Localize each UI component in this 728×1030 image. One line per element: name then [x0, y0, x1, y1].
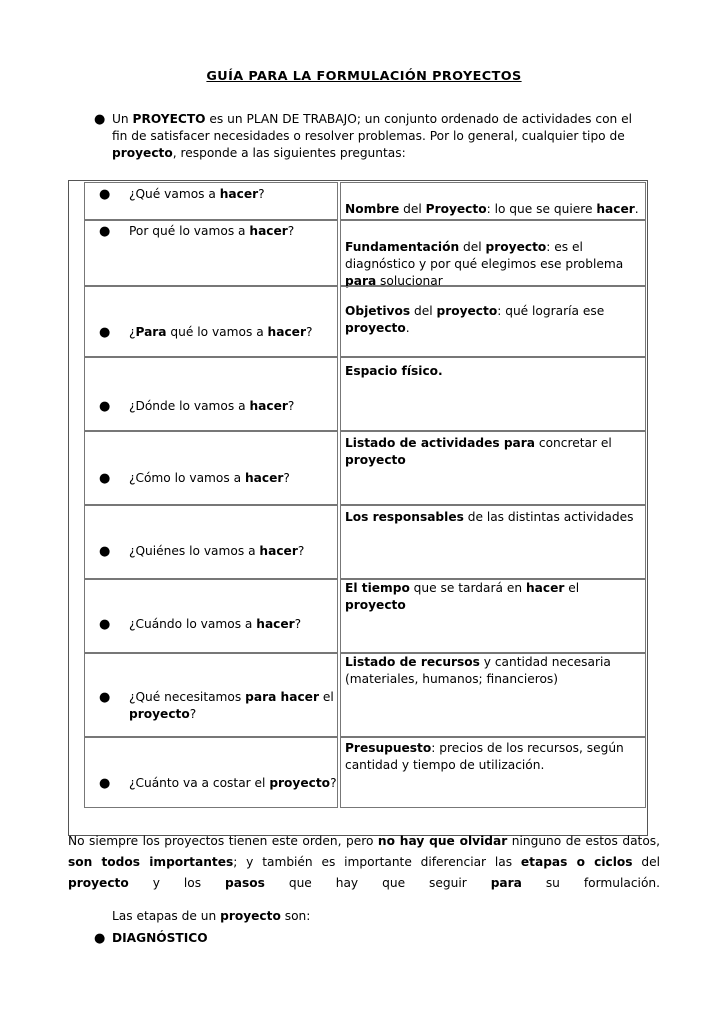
- bullet-icon: ●: [99, 399, 111, 414]
- answer-text: Listado de actividades para concretar el proyecto: [345, 436, 612, 467]
- table-row: [84, 579, 646, 653]
- page-title: GUÍA PARA LA FORMULACIÓN PROYECTOS: [206, 69, 522, 84]
- question-text: ¿Cuándo lo vamos a hacer?: [129, 617, 302, 631]
- table-row: [84, 431, 646, 505]
- table-row: [84, 357, 646, 431]
- bullet-icon: ●: [94, 112, 106, 127]
- bullet-icon: ●: [94, 931, 106, 946]
- question-text: ¿Qué necesitamos para hacer el proyecto?: [129, 690, 334, 721]
- intro-paragraph: Un PROYECTO es un PLAN DE TRABAJO; un conjunto ordenado de actividades con el fin de satisfacer necesidades o resolver problemas. Por lo general, cualquier tipo de proyecto, responde a las siguientes preguntas:: [112, 112, 633, 160]
- bullet-icon: ●: [99, 617, 111, 632]
- table-row: [84, 737, 646, 808]
- bullet-icon: ●: [99, 544, 111, 559]
- bullet-icon: ●: [99, 471, 111, 486]
- bullet-icon: ●: [99, 224, 111, 239]
- bullet-icon: ●: [99, 776, 111, 791]
- table-row: [84, 505, 646, 579]
- question-text: ¿Dónde lo vamos a hacer?: [129, 399, 295, 413]
- table-row: [84, 182, 646, 220]
- answer-text: Presupuesto: precios de los recursos, según cantidad y tiempo de utilización.: [345, 741, 624, 772]
- table-row: [84, 220, 646, 286]
- table-row: [84, 286, 646, 357]
- answer-text: Listado de recursos y cantidad necesaria (materiales, humanos; financieros): [345, 655, 611, 686]
- answer-text: Objetivos del proyecto: qué lograría ese proyecto.: [345, 304, 605, 335]
- question-text: ¿Cuánto va a costar el proyecto?: [129, 776, 337, 790]
- question-text: Por qué lo vamos a hacer?: [129, 224, 295, 238]
- answer-text: Nombre del Proyecto: lo que se quiere hacer.: [345, 202, 639, 216]
- answer-text: Fundamentación del proyecto: es el diagnóstico y por qué elegimos ese problema para solucionar: [345, 240, 624, 288]
- etapas-text: Las etapas de un proyecto son:: [112, 909, 311, 923]
- answer-text: El tiempo que se tardará en hacer el proyecto: [345, 581, 580, 612]
- closing-paragraph: No siempre los proyectos tienen este orden, pero no hay que olvidar ninguno de estos datos, son todos importantes; y también es importante diferenciar las etapas o ciclos del proyecto y los pasos que hay que seguir para su formulación.: [68, 834, 660, 890]
- answer-text: Los responsables de las distintas actividades: [345, 510, 634, 524]
- diagnostico-heading: DIAGNÓSTICO: [112, 931, 208, 945]
- question-text: ¿Cómo lo vamos a hacer?: [129, 471, 290, 485]
- bullet-icon: ●: [99, 325, 111, 340]
- question-text: ¿Qué vamos a hacer?: [129, 187, 265, 201]
- bullet-icon: ●: [99, 690, 111, 705]
- answer-text: Espacio físico.: [345, 364, 443, 378]
- question-text: ¿Para qué lo vamos a hacer?: [129, 325, 313, 339]
- question-text: ¿Quiénes lo vamos a hacer?: [129, 544, 305, 558]
- bullet-icon: ●: [99, 187, 111, 202]
- table-row: [84, 653, 646, 737]
